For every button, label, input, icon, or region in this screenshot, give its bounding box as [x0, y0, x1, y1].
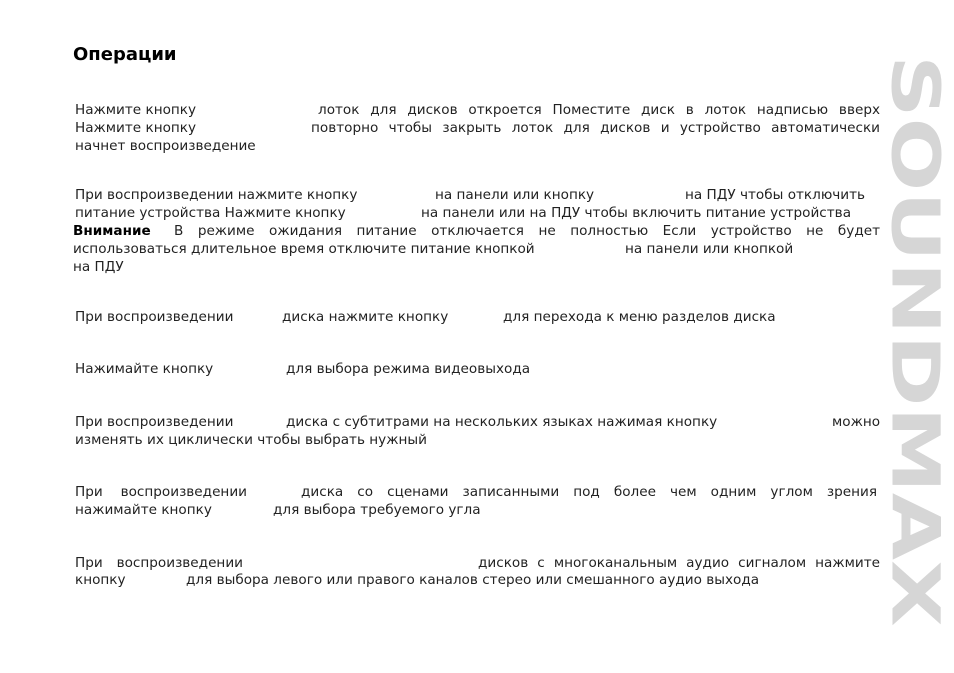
para5-line1-text-c: можно — [832, 414, 881, 430]
page-heading: Операции — [73, 44, 177, 65]
para5-line2: изменять их циклически чтобы выбрать нужный — [75, 432, 427, 448]
para4-line1-text-b: для выбора режима видеовыхода — [286, 361, 531, 377]
para1-line1-text-b: лоток для дисков откроется Поместите диск в лоток надписью вверх — [318, 102, 880, 118]
para2-line4-text-a: использоваться длительное время отключите питание кнопкой — [73, 241, 535, 257]
para2-line2-text-b: на панели или на ПДУ чтобы включить питание устройства — [421, 205, 852, 221]
warning-label: Внимание — [73, 223, 151, 239]
para3-line1-text-c: для перехода к меню разделов диска — [503, 309, 776, 325]
para2-line2-text-a: питание устройства Нажмите кнопку — [75, 205, 346, 221]
para1-line2-text-b: повторно чтобы закрыть лоток для дисков и устройство автоматически — [311, 120, 880, 136]
para7-line1-text-b: дисков с многоканальным аудио сигналом нажмите — [478, 555, 880, 571]
para1-line1-text-a: Нажмите кнопку — [75, 102, 197, 118]
para6-line1-text-a: При воспроизведении — [75, 484, 247, 500]
para2-line5: на ПДУ — [73, 259, 124, 275]
para1-line3: начнет воспроизведение — [75, 138, 256, 154]
brand-logo-text: SOUNDMAX — [876, 55, 954, 490]
para1-line2-text-a: Нажмите кнопку — [75, 120, 197, 136]
para2-line4-text-b: на панели или кнопкой — [625, 241, 794, 257]
para2-line1-text-a: При воспроизведении нажмите кнопку — [75, 187, 358, 203]
para7-line2-text-a: кнопку — [75, 572, 126, 588]
para5-line1-text-a: При воспроизведении — [75, 414, 234, 430]
para7-line2-text-b: для выбора левого или правого каналов стерео или смешанного аудио выхода — [186, 572, 760, 588]
para6-line1-text-b: диска со сценами записанными под более чем одним углом зрения — [301, 484, 877, 500]
para3-line1-text-b: диска нажмите кнопку — [282, 309, 449, 325]
para4-line1-text-a: Нажимайте кнопку — [75, 361, 214, 377]
para2-line3-text: В режиме ожидания питание отключается не полностью Если устройство не будет — [174, 223, 880, 239]
para5-line1-text-b: диска с субтитрами на нескольких языках нажимая кнопку — [286, 414, 718, 430]
para2-line1-text-c: на ПДУ чтобы отключить — [685, 187, 866, 203]
para3-line1-text-a: При воспроизведении — [75, 309, 234, 325]
para6-line2-text-b: для выбора требуемого угла — [273, 502, 481, 518]
para7-line1-text-a: При воспроизведении — [75, 555, 243, 571]
brand-logo — [876, 55, 954, 627]
para2-line1-text-b: на панели или кнопку — [435, 187, 595, 203]
para6-line2-text-a: нажимайте кнопку — [75, 502, 212, 518]
